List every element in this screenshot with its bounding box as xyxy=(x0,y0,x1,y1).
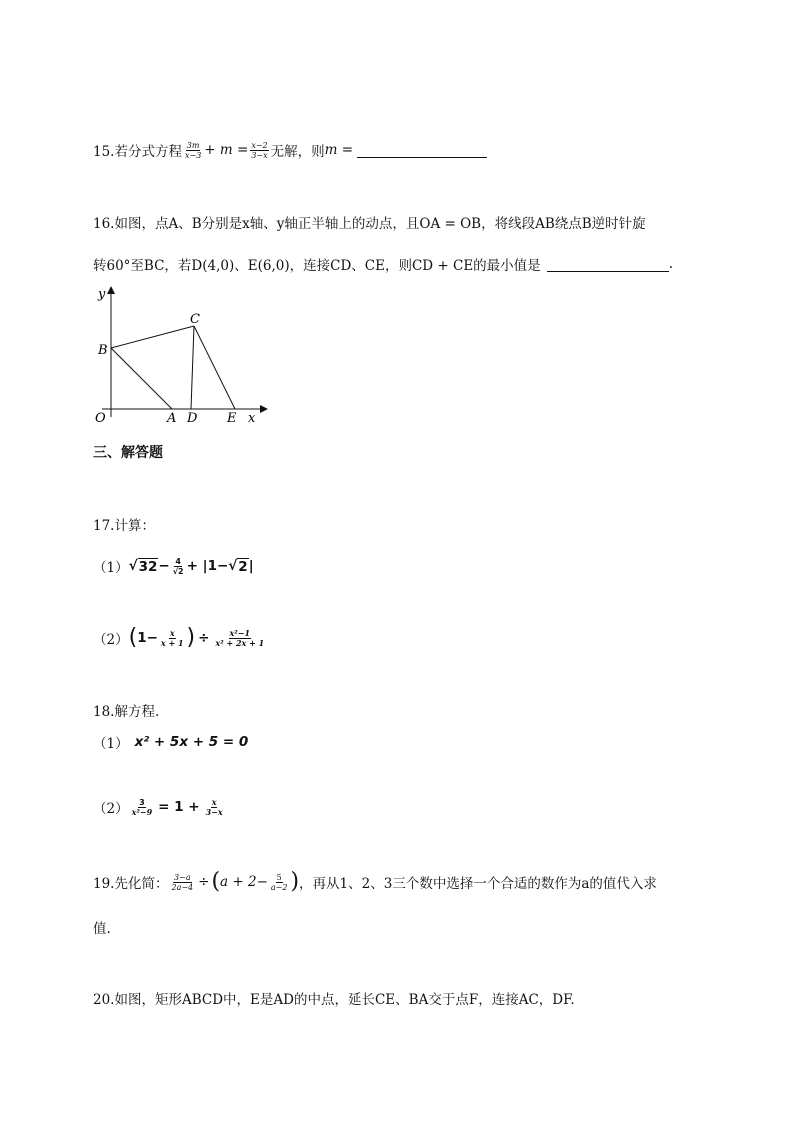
q18-fraction-1: $\frac{3}{\text{x²−9}}$ xyxy=(131,797,153,817)
label-C: C xyxy=(190,312,200,327)
q15-fraction-2: $\frac{x-2}{3-x}$ xyxy=(251,140,268,160)
label-E: E xyxy=(227,411,237,424)
q17-title: 17.计算： xyxy=(93,518,155,534)
q17-fraction-poly: $\frac{\text{x²−1}}{\text{x² + 2x + 1}}$ xyxy=(215,627,265,648)
q17-part1: （1） √ 32 − $\frac{4}{√2}$ + |1− √ 2 | xyxy=(93,556,254,576)
q19-fraction-2: $\frac{5}{a-2}$ xyxy=(270,872,288,892)
q16-line1: 16.如图，点A、B分别是x轴、y轴正半轴上的动点，且OA = OB，将线段AB绕点B逆时针旋 xyxy=(93,216,646,232)
q15-answer-blank[interactable] xyxy=(357,143,487,158)
segment-CD xyxy=(191,326,194,409)
q19-line1: 19.先化简： $\frac{3-a}{2a-4}$ ÷ ( a + 2− $\frac{5}{a-2}$ ) ，再从1、2、3三个数中选择一个合适的数作为a的值代入求 xyxy=(93,869,657,894)
q20: 20.如图，矩形ABCD中，E是AD的中点，延长CE、BA交于点F，连接AC，DF. xyxy=(93,992,575,1008)
q17-fraction-x: $\frac{x}{x + 1}$ xyxy=(160,627,184,648)
label-x: x xyxy=(248,411,256,424)
q17-fraction: $\frac{4}{√2}$ xyxy=(172,556,184,576)
q17-part2: （2） ( 1− $\frac{x}{x + 1}$ ) ÷ $\frac{\text{x²−1}}{\text{x² + 2x + 1}}$ xyxy=(93,625,265,650)
segment-CE xyxy=(194,326,235,409)
label-D: D xyxy=(187,411,198,424)
q18-fraction-2: $\frac{x}{3-x}$ xyxy=(205,796,223,817)
q16-answer-blank[interactable] xyxy=(547,257,669,272)
label-A: A xyxy=(167,411,177,424)
q18-part1: （1） x² + 5x + 5 = 0 xyxy=(93,734,249,752)
x-axis-arrow xyxy=(260,405,268,413)
q15: 15.若分式方程 $\frac{3m}{x-3}$ + m = $\frac{x-2}{3-x}$ 无解，则 m = xyxy=(93,140,487,160)
sqrt-32: √ 32 xyxy=(128,557,158,575)
q16-line2: 转60°至BC，若D(4,0)、E(6,0)，连接CD、CE，则CD + CE的最小值是 . xyxy=(93,256,673,274)
segment-BC xyxy=(111,326,194,348)
q15-lead: 15.若分式方程 xyxy=(93,144,182,160)
sqrt-2: √ 2 xyxy=(228,557,248,575)
label-y: y xyxy=(98,287,106,302)
q18-part2: （2） $\frac{3}{\text{x²−9}}$ = 1 + $\frac{x}{3-x}$ xyxy=(93,796,223,817)
q18-title: 18.解方程. xyxy=(93,704,160,720)
segment-BA xyxy=(111,348,172,409)
q16-figure xyxy=(90,284,270,424)
q15-fraction-1: $\frac{3m}{x-3}$ xyxy=(184,140,202,160)
label-B: B xyxy=(98,343,108,358)
y-axis-arrow xyxy=(107,286,115,294)
q19-fraction-1: $\frac{3-a}{2a-4}$ xyxy=(171,872,194,892)
q19-line2: 值. xyxy=(93,921,111,937)
section-heading: 三、解答题 xyxy=(93,445,163,461)
label-O: O xyxy=(95,411,106,424)
